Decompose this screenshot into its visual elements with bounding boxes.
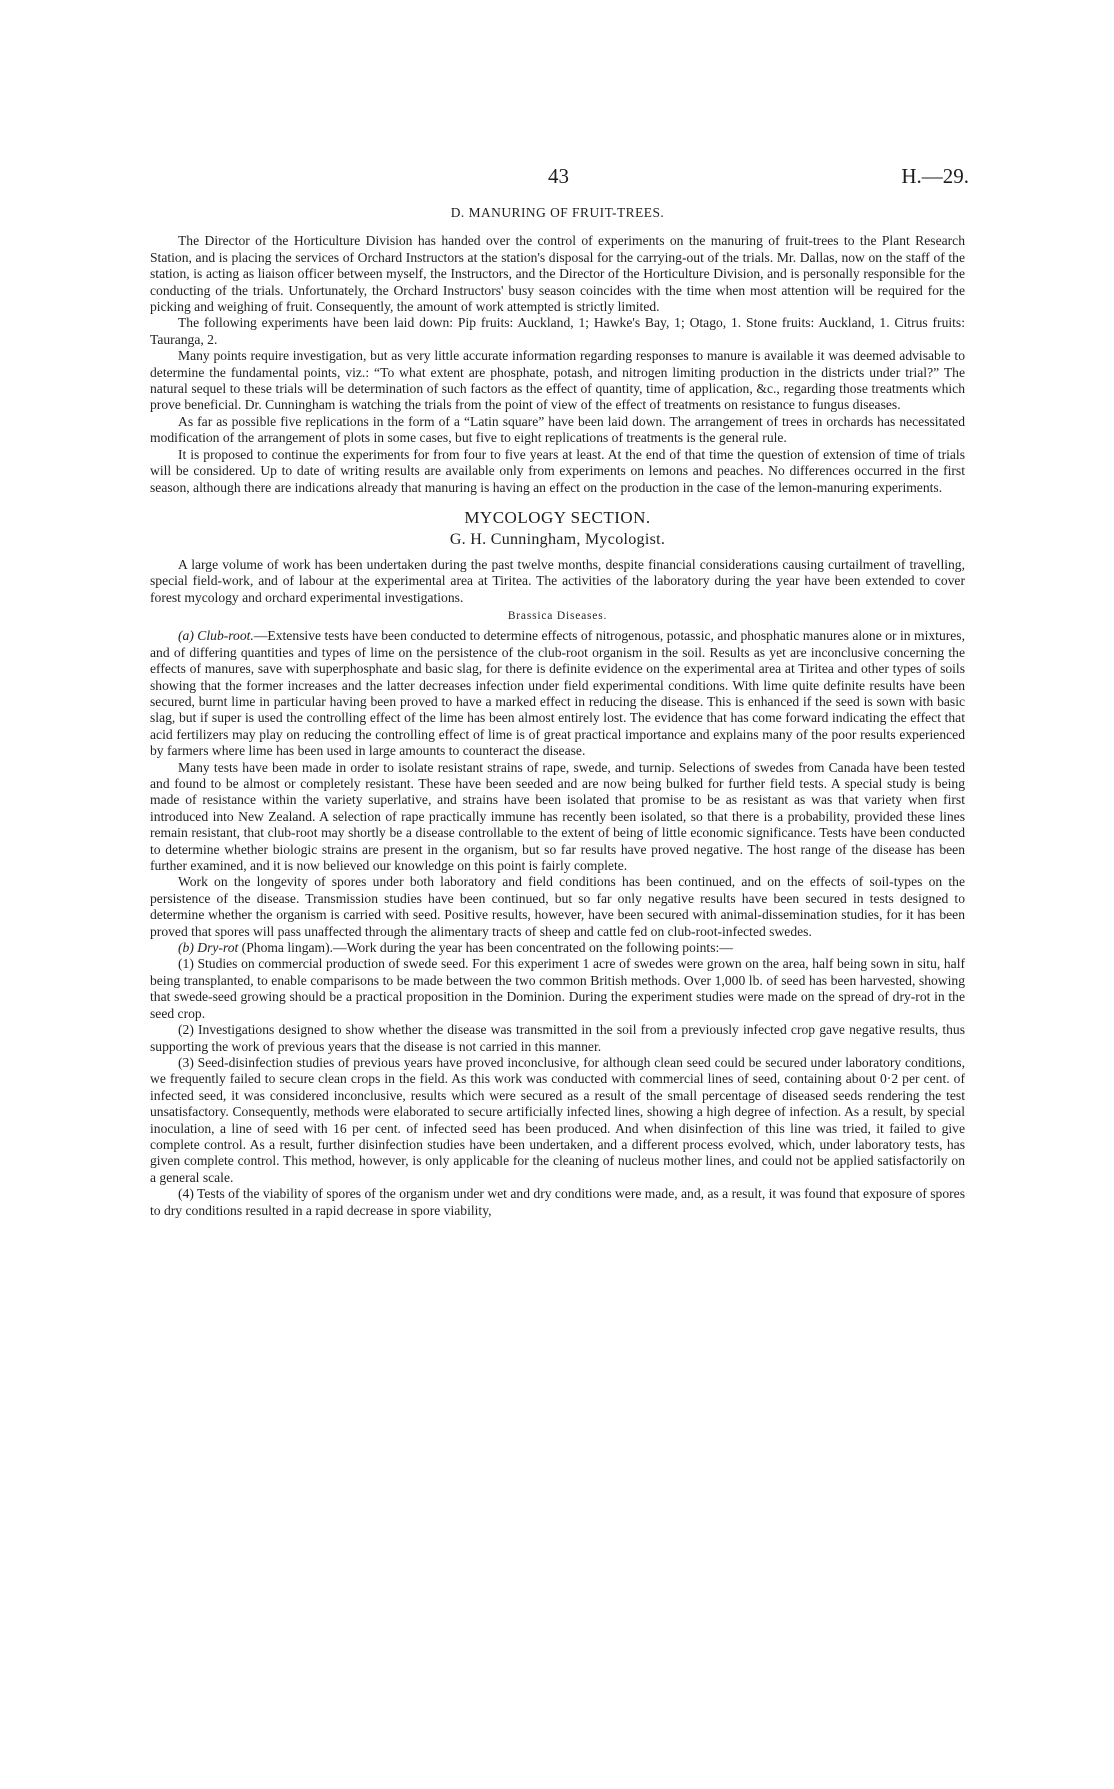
paragraph: The following experiments have been laid down: Pip fruits: Auckland, 1; Hawke's Bay, 1; Otago, 1. Stone fruits: Auckland, 1. Citrus fruits: Tauranga, 2. [150, 315, 965, 347]
paragraph-text: (Phoma lingam).—Work during the year has been concentrated on the following points:— [238, 940, 733, 956]
paragraph-club-root [150, 628, 965, 759]
subheading-brassica-diseases: Brassica Diseases. [507, 609, 608, 622]
paragraph: Many tests have been made in order to isolate resistant strains of rape, swede, and turnip. Selections of swedes from Canada have been tested and found to be almost or completely resistant. These have been seeded and are now being bulked for further field tests. A special study is being made of resistance within the variety superlative, and strains have been isolated that promise to be as resistant as was that variety when first introduced into New Zealand. A selection of rape practically immune has recently been isolated, so that there is a probability, provided these lines remain resistant, that club-root may shortly be a disease controllable to the extent of being of little economic significance. Tests have been conducted to determine whether biologic strains are present in the organism, but so far results have proved negative. The host range of the disease has been further examined, and it is now believed our knowledge on this point is fairly complete. [150, 759, 965, 874]
page-number: 43 [548, 164, 569, 188]
paragraph: A large volume of work has been undertaken during the past twelve months, despite financial considerations causing curtailment of travelling, special field-work, and of labour at the experimental area at Tiritea. The activities of the laboratory during the year have been extended to cover forest mycology and orchard experimental investigations. [150, 556, 965, 605]
paragraph-dry-rot [150, 940, 965, 956]
paragraph: Work on the longevity of spores under both laboratory and field conditions has been continued, and on the effects of soil-types on the persistence of the disease. Transmission studies have been continued, but so far only negative results have been secured in tests designed to determine whether the organism is carried with seed. Positive results, however, have been secured with animal-dissemination studies, for it has been proved that spores will pass unaffected through the alimentary tracts of sheep and cattle fed on club-root-infected swedes. [150, 874, 965, 939]
paragraph: The Director of the Horticulture Division has handed over the control of experiments on the manuring of fruit-trees to the Plant Research Station, and is placing the services of Orchard Instructors at the station's disposal for the carrying-out of the trials. Mr. Dallas, now on the staff of the station, is acting as liaison officer between myself, the Instructors, and the Director of the Horticulture Division, and is personally responsible for the conducting of the trials. Unfortunately, the Orchard Instructors' busy season coincides with the time when most attention will be required for the picking and weighing of fruit. Consequently, the amount of work attempted is strictly limited. [150, 233, 965, 315]
section-heading-manuring: D. MANURING OF FRUIT-TREES. [450, 205, 665, 220]
section-title-mycology: MYCOLOGY SECTION. [464, 507, 651, 527]
paragraph: (1) Studies on commercial production of swede seed. For this experiment 1 acre of swedes were grown on the area, half being sown in situ, half being transplanted, to enable comparisons to be made between the two common British methods. Over 1,000 lb. of seed has been harvested, showing that swede-seed growing should be a practical proposition in the Dominion. During the experiment studies were made on the spread of dry-rot in the seed crop. [150, 956, 965, 1021]
paragraph: Many points require investigation, but as very little accurate information regarding responses to manure is available it was deemed advisable to determine the fundamental points, viz.: “To what extent are phosphate, potash, and nitrogen limiting production in the districts under trial?” The natural sequel to these trials will be determination of such factors as the effect of quantity, time of application, &c., regarding those treatments which prove beneficial. Dr. Cunningham is watching the trials from the point of view of the effect of treatments on resistance to fungus diseases. [150, 348, 965, 413]
paragraph: As far as possible five replications in the form of a “Latin square” have been laid down. The arrangement of trees in orchards has necessitated modification of the arrangement of plots in some cases, but five to eight replications of treatments is the general rule. [150, 413, 965, 446]
item-label: (a) Club-root. [178, 628, 254, 644]
page-body [150, 205, 965, 1219]
item-label: (b) Dry-rot [178, 940, 239, 956]
paragraph: (4) Tests of the viability of spores of the organism under wet and dry conditions were made, and, as a result, it was found that exposure of spores to dry conditions resulted in a rapid decrease in spore viability, [150, 1186, 965, 1218]
author-byline: G. H. Cunningham, Mycologist. [449, 531, 666, 549]
page-header [0, 164, 1114, 194]
paragraph-text: —Extensive tests have been conducted to determine effects of nitrogenous, potassic, and phosphatic manures alone or in mixtures, and of differing quantities and types of lime on the persistence of the club-root organism in the soil. Results as yet are inconclusive concerning the effects of manures, save with superphosphate and basic slag, for there is definite evidence on the experimental area at Tiritea and other types of soils showing that the former increases and the latter decreases infection under field experimental conditions. With lime quite definite results have been secured, burnt lime in particular having been proved to have a marked effect in reducing the disease. This is enhanced if the seed is sown with basic slag, but if super is used the controlling effect of the lime has been almost entirely lost. The evidence that has come forward indicating the effect that acid fertilizers may play on reducing the controlling effect of lime is of great practical importance and explains many of the poor results experienced by farmers where lime has been used in large amounts to counteract the disease. [150, 628, 965, 759]
paragraph: (3) Seed-disinfection studies of previous years have proved inconclusive, for although clean seed could be secured under laboratory conditions, we frequently failed to secure clean crops in the field. As this work was conducted with commercial lines of seed, containing about 0·2 per cent. of infected seed, it was considered inconclusive, results which were secured as a result of the small percentage of diseased seeds rendering the test unsatisfactory. Consequently, methods were elaborated to secure artificially infected lines, showing a high degree of infection. As a result, by special inoculation, a line of seed with 16 per cent. of infected seed has been produced. And when disinfection of this line was tried, it failed to give complete control. As a result, further disinfection studies have been undertaken, and a different process evolved, which, under laboratory tests, has given complete control. This method, however, is only applicable for the cleaning of nucleus mother lines, and could not be applied satisfactorily on a general scale. [150, 1054, 965, 1185]
paragraph: (2) Investigations designed to show whether the disease was transmitted in the soil from a previously infected crop gave negative results, thus supporting the work of previous years that the disease is not carried in this manner. [150, 1022, 965, 1054]
paragraph: It is proposed to continue the experiments for from four to five years at least. At the end of that time the question of extension of time of trials will be considered. Up to date of writing results are available only from experiments on lemons and peaches. No differences occurred in the first season, although there are indications already that manuring is having an effect on the production in the case of the lemon-manuring experiments. [150, 446, 965, 495]
document-reference: H.—29. [901, 164, 969, 188]
